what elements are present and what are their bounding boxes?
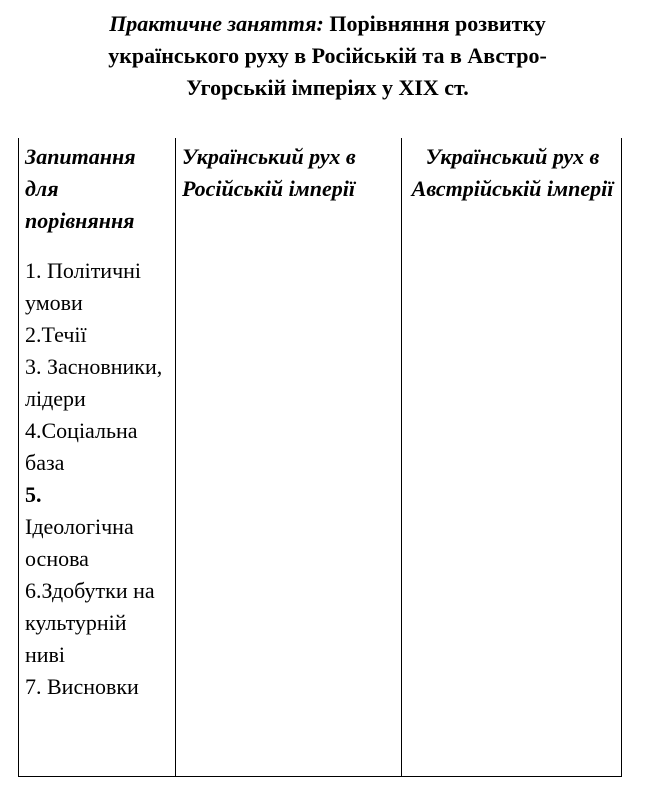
- russian-empire-answers: [176, 253, 402, 776]
- title-text-1: Порівняння розвитку: [329, 11, 546, 36]
- question-3: 3. Засновники, лідери: [25, 354, 163, 412]
- question-7: 7. Висновки: [25, 674, 139, 700]
- table-body-row: [19, 253, 622, 776]
- comparison-table: [18, 138, 622, 777]
- title-lead: Практичне заняття:: [109, 11, 324, 36]
- questions-cell: [19, 253, 176, 776]
- austrian-empire-answers: [402, 253, 622, 776]
- question-4: 4.Соціальна база: [25, 418, 138, 476]
- header-austrian-empire: Український рух в Австрійській імперії: [402, 138, 622, 253]
- question-1: 1. Політичні умови: [25, 258, 142, 316]
- document-title: [0, 8, 655, 104]
- table-header-row: [19, 138, 622, 253]
- title-line-3: Угорській імперіях у XIX ст.: [186, 75, 469, 100]
- question-6: 6.Здобутки на культурній ниві: [25, 578, 155, 668]
- question-5: Ідеологічна основа: [25, 514, 134, 572]
- title-line-2: українського руху в Російській та в Австро-: [108, 43, 547, 68]
- header-questions: Запитання для порівняння: [19, 138, 176, 253]
- title-line-1: [0, 8, 655, 40]
- header-russian-empire: Український рух в Російській імперії: [176, 138, 402, 253]
- question-5-number: 5.: [25, 482, 42, 508]
- question-2: 2.Течії: [25, 322, 87, 348]
